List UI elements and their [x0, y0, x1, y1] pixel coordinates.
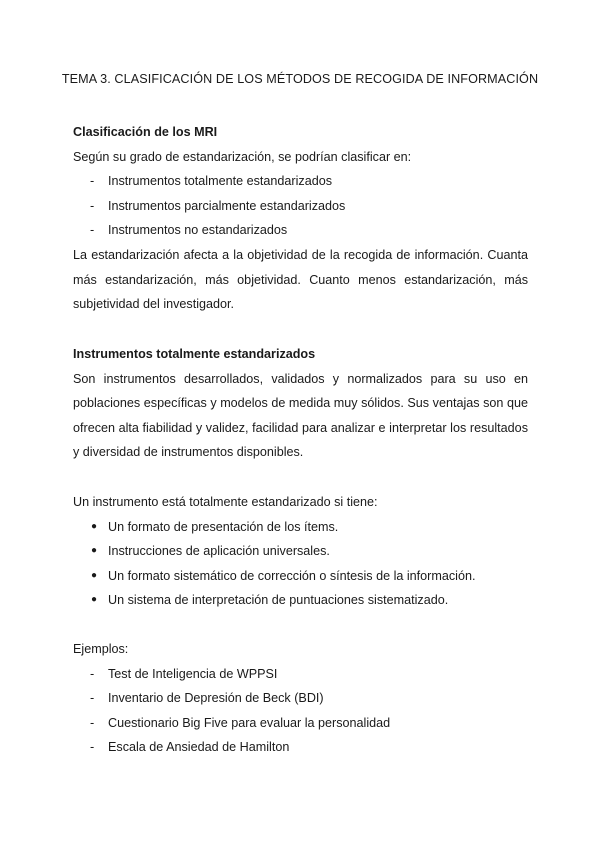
- dash-marker: -: [90, 174, 95, 189]
- list-item: - Cuestionario Big Five para evaluar la personalidad: [73, 711, 528, 736]
- examples-block: [73, 637, 528, 760]
- document-title: TEMA 3. CLASIFICACIÓN DE LOS MÉTODOS DE RECOGIDA DE INFORMACIÓN: [61, 72, 539, 86]
- dash-marker: -: [90, 223, 95, 238]
- dash-marker: -: [90, 691, 95, 706]
- section-standardized: [73, 342, 528, 465]
- dash-marker: -: [90, 198, 95, 213]
- list-item: ● Instrucciones de aplicación universales.: [73, 539, 528, 564]
- bullet-marker: ●: [91, 569, 98, 581]
- bullet-marker: ●: [91, 594, 98, 606]
- dash-marker: -: [90, 740, 95, 755]
- section-paragraph: La estandarización afecta a la objetividad de la recogida de información. Cuanta más estandarización, más objetividad. Cuanto menos estandarización, más subjetividad del investigador.: [73, 247, 528, 312]
- bullet-marker: ●: [91, 545, 98, 557]
- criteria-block: [73, 490, 528, 613]
- examples-list: [73, 662, 528, 760]
- section-heading: Clasificación de los MRI: [73, 125, 218, 139]
- list-item: ● Un formato de presentación de los ítems.: [73, 515, 528, 540]
- list-item: - Instrumentos no estandarizados: [73, 218, 528, 243]
- dash-marker: -: [90, 715, 95, 730]
- criteria-list: [73, 515, 528, 613]
- criteria-intro: Un instrumento está totalmente estandarizado si tiene:: [73, 495, 378, 509]
- list-item: - Instrumentos totalmente estandarizados: [73, 169, 528, 194]
- list-item: - Inventario de Depresión de Beck (BDI): [73, 686, 528, 711]
- classification-list: [73, 169, 528, 243]
- examples-label: Ejemplos:: [73, 642, 129, 656]
- list-item: - Instrumentos parcialmente estandarizados: [73, 194, 528, 219]
- section-intro: Según su grado de estandarización, se podrían clasificar en:: [73, 149, 412, 164]
- dash-marker: -: [90, 666, 95, 681]
- list-item: ● Un sistema de interpretación de puntuaciones sistematizado.: [73, 588, 528, 613]
- section-heading: Instrumentos totalmente estandarizados: [73, 347, 316, 361]
- list-item: - Escala de Ansiedad de Hamilton: [73, 735, 528, 760]
- list-item: - Test de Inteligencia de WPPSI: [73, 662, 528, 687]
- section-classification: [73, 120, 528, 317]
- bullet-marker: ●: [91, 520, 98, 532]
- section-paragraph: Son instrumentos desarrollados, validados y normalizados para su uso en poblaciones específicas y modelos de medida muy sólidos. Sus ventajas son que ofrecen alta fiabilidad y validez, facilidad para analizar e interpretar los resultados y diversidad de instrumentos disponibles.: [73, 371, 528, 460]
- list-item: ● Un formato sistemático de corrección o síntesis de la información.: [73, 564, 528, 589]
